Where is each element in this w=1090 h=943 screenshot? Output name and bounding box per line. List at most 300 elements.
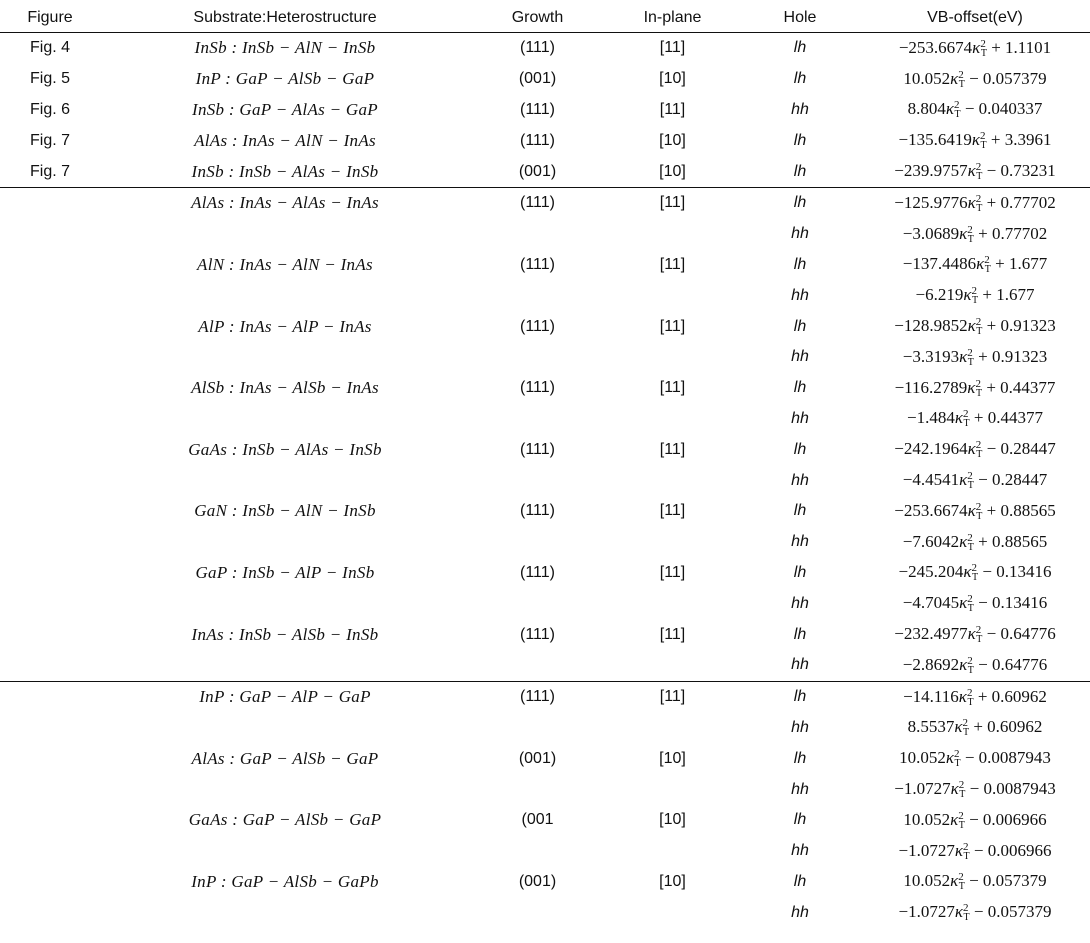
formula-kappa: κ (959, 531, 968, 551)
formula-constant: + 0.77702 (986, 192, 1056, 212)
cell-figure: Fig. 6 (29, 100, 70, 118)
cell-heterostructure: InP : GaP − AlP − GaP (199, 687, 371, 707)
formula-index: T (967, 541, 974, 553)
table-row (0, 311, 1090, 342)
cell-figure (0, 496, 100, 527)
formula-index: T (976, 449, 983, 461)
header-vb-offset: VB-offset(eV) (927, 9, 1023, 26)
cell-heterostructure (100, 897, 470, 928)
formula-constant: + 0.88565 (978, 531, 1048, 551)
formula-index: T (967, 664, 974, 676)
cell-vb-offset (860, 867, 1090, 898)
vb-offset-formula (903, 532, 1047, 551)
cell-heterostructure (100, 342, 470, 373)
cell-hole: hh (791, 842, 809, 860)
cell-figure (0, 558, 100, 589)
cell-figure (0, 650, 100, 681)
cell-hole: hh (791, 533, 809, 551)
table-row (0, 64, 1090, 95)
vb-offset-formula (898, 130, 1052, 152)
formula-constant: − 0.006966 (973, 840, 1052, 860)
cell-growth: (111) (520, 194, 555, 212)
formula-coefficient: −7.6042 (902, 531, 960, 551)
cell-figure (0, 373, 100, 404)
cell-figure (0, 805, 100, 836)
formula-power: 2 (967, 593, 973, 606)
table-row (0, 527, 1090, 558)
cell-vb-offset (860, 774, 1090, 805)
formula-constant: − 0.13416 (982, 562, 1052, 582)
formula-kappa: κ (959, 223, 968, 243)
cell-hole: hh (791, 471, 809, 489)
cell-hole: hh (791, 780, 809, 798)
cell-heterostructure (100, 713, 470, 744)
cell-vb-offset (860, 250, 1090, 281)
vb-offset-formula (903, 69, 1046, 88)
formula-power: 2 (975, 316, 982, 329)
formula-power: 2 (962, 717, 968, 730)
formula-power: 2 (958, 871, 964, 884)
vb-offset-formula (903, 224, 1047, 243)
cell-vb-offset (860, 404, 1090, 435)
table-row (0, 805, 1090, 836)
header-hole: Hole (783, 9, 817, 26)
cell-heterostructure: InSb : InSb − AlAs − InSb (191, 161, 379, 181)
header-figure: Figure (27, 9, 73, 26)
cell-hole: lh (793, 502, 807, 520)
vb-offset-formula (903, 810, 1046, 829)
cell-hole: hh (791, 100, 809, 118)
formula-constant: − 0.73231 (986, 161, 1056, 181)
cell-hole: hh (791, 286, 809, 304)
cell-hole: lh (793, 162, 807, 180)
formula-index: T (963, 850, 970, 862)
formula-constant: − 0.13416 (978, 593, 1048, 613)
cell-growth (470, 465, 605, 496)
formula-kappa: κ (959, 654, 968, 674)
cell-growth: (111) (520, 131, 555, 149)
formula-power: 2 (975, 377, 981, 390)
formula-kappa: κ (954, 902, 964, 922)
cell-growth (470, 588, 605, 619)
formula-coefficient: −242.1964 (894, 439, 968, 459)
cell-vb-offset (860, 527, 1090, 558)
cell-vb-offset (860, 558, 1090, 589)
cell-in-plane (605, 650, 740, 681)
formula-coefficient: 10.052 (903, 68, 951, 88)
formula-index: T (958, 819, 965, 831)
table-row (0, 125, 1090, 156)
cell-figure (0, 250, 100, 281)
formula-coefficient: 8.5537 (907, 717, 955, 737)
cell-hole: lh (793, 131, 807, 149)
cell-figure (0, 342, 100, 373)
cell-hole: lh (793, 872, 807, 890)
formula-kappa: κ (971, 130, 981, 150)
cell-vb-offset (860, 588, 1090, 619)
formula-power: 2 (963, 408, 969, 421)
formula-coefficient: 8.804 (907, 99, 946, 119)
formula-index: T (976, 171, 983, 183)
cell-hole: lh (793, 317, 807, 335)
cell-growth: (111) (520, 255, 555, 273)
formula-constant: + 0.60962 (973, 717, 1043, 737)
formula-kappa: κ (959, 593, 968, 613)
table-row (0, 465, 1090, 496)
formula-constant: + 0.44377 (986, 377, 1056, 397)
cell-in-plane (605, 836, 740, 867)
formula-constant: + 0.91323 (986, 316, 1056, 336)
cell-hole: hh (791, 348, 809, 366)
header-row (0, 4, 1090, 33)
formula-power: 2 (967, 531, 973, 544)
cell-heterostructure (100, 588, 470, 619)
formula-power: 2 (958, 68, 964, 81)
formula-coefficient: 10.052 (903, 871, 951, 891)
formula-power: 2 (966, 686, 973, 699)
table-row (0, 342, 1090, 373)
table-header (0, 4, 1090, 33)
formula-index: T (972, 295, 979, 307)
formula-index: T (976, 510, 983, 522)
cell-vb-offset (860, 156, 1090, 187)
formula-constant: + 0.44377 (973, 408, 1043, 428)
formula-constant: − 0.28447 (986, 439, 1056, 459)
cell-growth (470, 342, 605, 373)
formula-index: T (967, 696, 974, 708)
cell-figure (0, 867, 100, 898)
cell-heterostructure: AlN : InAs − AlN − InAs (197, 254, 373, 274)
formula-index: T (967, 480, 974, 492)
cell-in-plane: [10] (659, 70, 686, 88)
formula-coefficient: −1.484 (907, 408, 955, 428)
cell-growth: (111) (520, 625, 555, 643)
formula-constant: − 0.057379 (973, 902, 1052, 922)
cell-growth (470, 897, 605, 928)
cell-vb-offset (860, 805, 1090, 836)
vb-offset-formula (902, 470, 1048, 492)
vb-offset-formula (894, 316, 1056, 338)
table-row (0, 280, 1090, 311)
formula-constant: − 0.040337 (964, 99, 1043, 119)
formula-index: T (962, 727, 970, 739)
cell-growth: (111) (520, 100, 555, 118)
cell-growth (470, 836, 605, 867)
formula-constant: − 0.64776 (986, 624, 1056, 644)
formula-power: 2 (971, 285, 978, 298)
formula-kappa: κ (954, 840, 964, 860)
cell-in-plane: [10] (659, 162, 686, 180)
cell-figure (0, 280, 100, 311)
formula-power: 2 (967, 346, 973, 359)
formula-constant: − 0.64776 (978, 654, 1048, 674)
formula-power: 2 (953, 748, 960, 761)
cell-vb-offset (860, 496, 1090, 527)
cell-heterostructure: InP : GaP − AlSb − GaP (195, 69, 375, 89)
cell-vb-offset (860, 95, 1090, 126)
formula-kappa: κ (963, 285, 972, 305)
formula-index: T (954, 758, 961, 770)
table-row (0, 187, 1090, 218)
formula-kappa: κ (959, 470, 968, 490)
cell-vb-offset (860, 125, 1090, 156)
cell-vb-offset (860, 219, 1090, 250)
cell-in-plane (605, 280, 740, 311)
vb-offset-formula (903, 655, 1047, 674)
formula-power: 2 (958, 779, 965, 792)
formula-coefficient: −253.6674 (894, 500, 968, 520)
formula-kappa: κ (976, 254, 985, 274)
vb-offset-formula (903, 347, 1047, 366)
cell-hole: lh (793, 749, 807, 767)
cell-heterostructure (100, 280, 470, 311)
cell-figure (0, 774, 100, 805)
formula-constant: − 0.0087943 (969, 779, 1056, 799)
cell-heterostructure: AlSb : InAs − AlSb − InAs (191, 378, 379, 398)
formula-constant: + 1.677 (982, 285, 1035, 305)
cell-figure: Fig. 5 (29, 70, 70, 88)
vb-offset-formula (899, 38, 1051, 57)
table-row (0, 558, 1090, 589)
formula-kappa: κ (950, 809, 959, 829)
vb-offset-formula (898, 562, 1052, 584)
cell-in-plane: [11] (659, 379, 686, 397)
table-row (0, 434, 1090, 465)
cell-vb-offset (860, 373, 1090, 404)
cell-heterostructure: GaP : InSb − AlP − InSb (195, 562, 375, 582)
formula-coefficient: −14.116 (903, 686, 959, 706)
cell-growth: (111) (520, 502, 555, 520)
formula-constant: + 1.677 (995, 254, 1048, 274)
table-row (0, 681, 1090, 712)
cell-vb-offset (860, 897, 1090, 928)
cell-vb-offset (860, 64, 1090, 95)
cell-heterostructure: AlP : InAs − AlP − InAs (198, 316, 372, 336)
formula-index: T (963, 912, 970, 924)
vb-offset-formula (907, 408, 1043, 430)
formula-kappa: κ (950, 871, 959, 891)
cell-vb-offset (860, 33, 1090, 64)
formula-coefficient: −4.4541 (902, 470, 960, 490)
formula-kappa: κ (972, 37, 981, 57)
formula-constant: + 0.77702 (978, 223, 1048, 243)
formula-kappa: κ (950, 779, 959, 799)
cell-figure (0, 588, 100, 619)
formula-kappa: κ (954, 408, 964, 428)
formula-index: T (967, 356, 974, 368)
formula-power: 2 (975, 161, 982, 174)
header-in-plane: In-plane (643, 9, 702, 26)
cell-figure: Fig. 7 (29, 162, 70, 180)
formula-kappa: κ (958, 686, 967, 706)
cell-hole: hh (791, 594, 809, 612)
cell-in-plane: [10] (659, 131, 686, 149)
cell-heterostructure: GaAs : GaP − AlSb − GaP (188, 810, 382, 830)
cell-figure: Fig. 4 (29, 39, 70, 57)
cell-heterostructure: AlAs : GaP − AlSb − GaP (191, 748, 379, 768)
cell-in-plane: [11] (659, 39, 686, 57)
formula-index: T (975, 387, 983, 399)
cell-in-plane (605, 774, 740, 805)
table-row (0, 774, 1090, 805)
formula-constant: + 3.3961 (990, 130, 1052, 150)
cell-growth (470, 280, 605, 311)
cell-vb-offset (860, 743, 1090, 774)
vb-offset-formula (902, 254, 1048, 276)
cell-figure: Fig. 7 (29, 131, 70, 149)
formula-coefficient: 10.052 (899, 748, 946, 768)
formula-power: 2 (980, 37, 986, 50)
table-row (0, 897, 1090, 928)
cell-heterostructure (100, 219, 470, 250)
cell-in-plane (605, 713, 740, 744)
cell-growth (470, 404, 605, 435)
cell-in-plane (605, 527, 740, 558)
cell-figure (0, 187, 100, 218)
cell-growth: (111) (520, 317, 555, 335)
table-row (0, 33, 1090, 64)
cell-in-plane: [11] (659, 255, 686, 273)
cell-heterostructure: GaN : InSb − AlN − InSb (194, 501, 376, 521)
vb-offset-formula (894, 439, 1056, 461)
cell-growth: (111) (520, 563, 555, 581)
table-row (0, 836, 1090, 867)
cell-vb-offset (860, 280, 1090, 311)
cell-vb-offset (860, 311, 1090, 342)
formula-coefficient: −128.9852 (894, 316, 968, 336)
formula-kappa: κ (967, 161, 976, 181)
cell-vb-offset (860, 619, 1090, 650)
cell-heterostructure (100, 650, 470, 681)
cell-in-plane: [10] (659, 749, 686, 767)
cell-growth: (001) (518, 162, 557, 180)
table-row (0, 373, 1090, 404)
formula-coefficient: −135.6419 (898, 130, 972, 150)
cell-growth: (111) (520, 379, 555, 397)
table-row (0, 95, 1090, 126)
cell-figure (0, 527, 100, 558)
formula-coefficient: −1.0727 (898, 840, 955, 860)
formula-coefficient: −2.8692 (902, 654, 960, 674)
cell-growth: (111) (520, 39, 555, 57)
cell-figure (0, 404, 100, 435)
vb-offset-formula (898, 902, 1052, 924)
cell-vb-offset (860, 650, 1090, 681)
formula-kappa: κ (967, 500, 976, 520)
cell-heterostructure: GaAs : InSb − AlAs − InSb (188, 439, 382, 459)
formula-constant: − 0.28447 (978, 470, 1048, 490)
formula-power: 2 (975, 439, 982, 452)
cell-growth: (001) (518, 749, 557, 767)
formula-power: 2 (967, 654, 973, 667)
cell-in-plane: [11] (659, 625, 686, 643)
formula-power: 2 (984, 254, 990, 267)
vb-offset-formula (899, 748, 1051, 770)
formula-kappa: κ (954, 717, 963, 737)
formula-constant: + 0.88565 (986, 500, 1056, 520)
cell-growth (470, 650, 605, 681)
table-row (0, 496, 1090, 527)
cell-hole: lh (793, 255, 807, 273)
formula-index: T (972, 572, 979, 584)
formula-index: T (976, 634, 983, 646)
table-row (0, 404, 1090, 435)
formula-index: T (984, 264, 991, 276)
cell-vb-offset (860, 713, 1090, 744)
cell-figure (0, 311, 100, 342)
cell-growth: (001) (518, 70, 557, 88)
formula-power: 2 (963, 902, 969, 915)
formula-coefficient: 10.052 (903, 809, 951, 829)
cell-in-plane: [11] (659, 688, 686, 706)
formula-index: T (967, 603, 974, 615)
cell-hole: lh (793, 440, 807, 458)
vb-offset-formula (903, 871, 1047, 893)
formula-coefficient: −125.9776 (894, 192, 968, 212)
cell-growth (470, 219, 605, 250)
cell-figure (0, 434, 100, 465)
cell-in-plane: [11] (659, 502, 686, 520)
table-body (0, 33, 1090, 929)
formula-constant: − 0.0087943 (964, 748, 1051, 768)
formula-power: 2 (975, 500, 982, 513)
cell-in-plane: [10] (659, 872, 686, 890)
vb-offset-formula (894, 779, 1056, 801)
formula-power: 2 (980, 130, 986, 143)
formula-coefficient: −4.7045 (902, 593, 960, 613)
formula-kappa: κ (967, 192, 976, 212)
cell-hole: lh (793, 194, 807, 212)
formula-power: 2 (953, 99, 960, 112)
cell-hole: lh (793, 379, 807, 397)
formula-kappa: κ (959, 346, 968, 366)
cell-in-plane (605, 465, 740, 496)
vb-offset-formula (907, 99, 1043, 121)
formula-index: T (954, 109, 961, 121)
cell-in-plane (605, 404, 740, 435)
cell-heterostructure (100, 465, 470, 496)
cell-in-plane: [11] (659, 194, 686, 212)
formula-constant: − 0.057379 (969, 871, 1047, 891)
formula-kappa: κ (967, 624, 976, 644)
cell-hole: hh (791, 656, 809, 674)
vb-offset-formula (915, 285, 1035, 307)
cell-figure (0, 713, 100, 744)
cell-heterostructure: InSb : GaP − AlAs − GaP (192, 99, 378, 119)
formula-kappa: κ (967, 439, 976, 459)
cell-growth: (111) (520, 440, 555, 458)
vb-offset-formula (907, 717, 1043, 739)
table-row (0, 713, 1090, 744)
formula-index: T (963, 418, 970, 430)
cell-heterostructure (100, 527, 470, 558)
cell-in-plane (605, 342, 740, 373)
cell-in-plane: [11] (659, 317, 686, 335)
vb-offset-formula (899, 841, 1052, 860)
formula-index: T (976, 202, 983, 214)
header-substrate: Substrate:Heterostructure (193, 9, 377, 26)
vb-offset-formula (902, 593, 1048, 615)
vb-offset-table (0, 4, 1090, 928)
cell-heterostructure (100, 404, 470, 435)
cell-heterostructure (100, 836, 470, 867)
formula-kappa: κ (967, 316, 976, 336)
table-row (0, 250, 1090, 281)
cell-heterostructure (100, 774, 470, 805)
cell-heterostructure: InP : GaP − AlSb − GaPb (191, 871, 379, 891)
vb-offset-formula (895, 378, 1056, 397)
vb-offset-formula (894, 624, 1056, 646)
